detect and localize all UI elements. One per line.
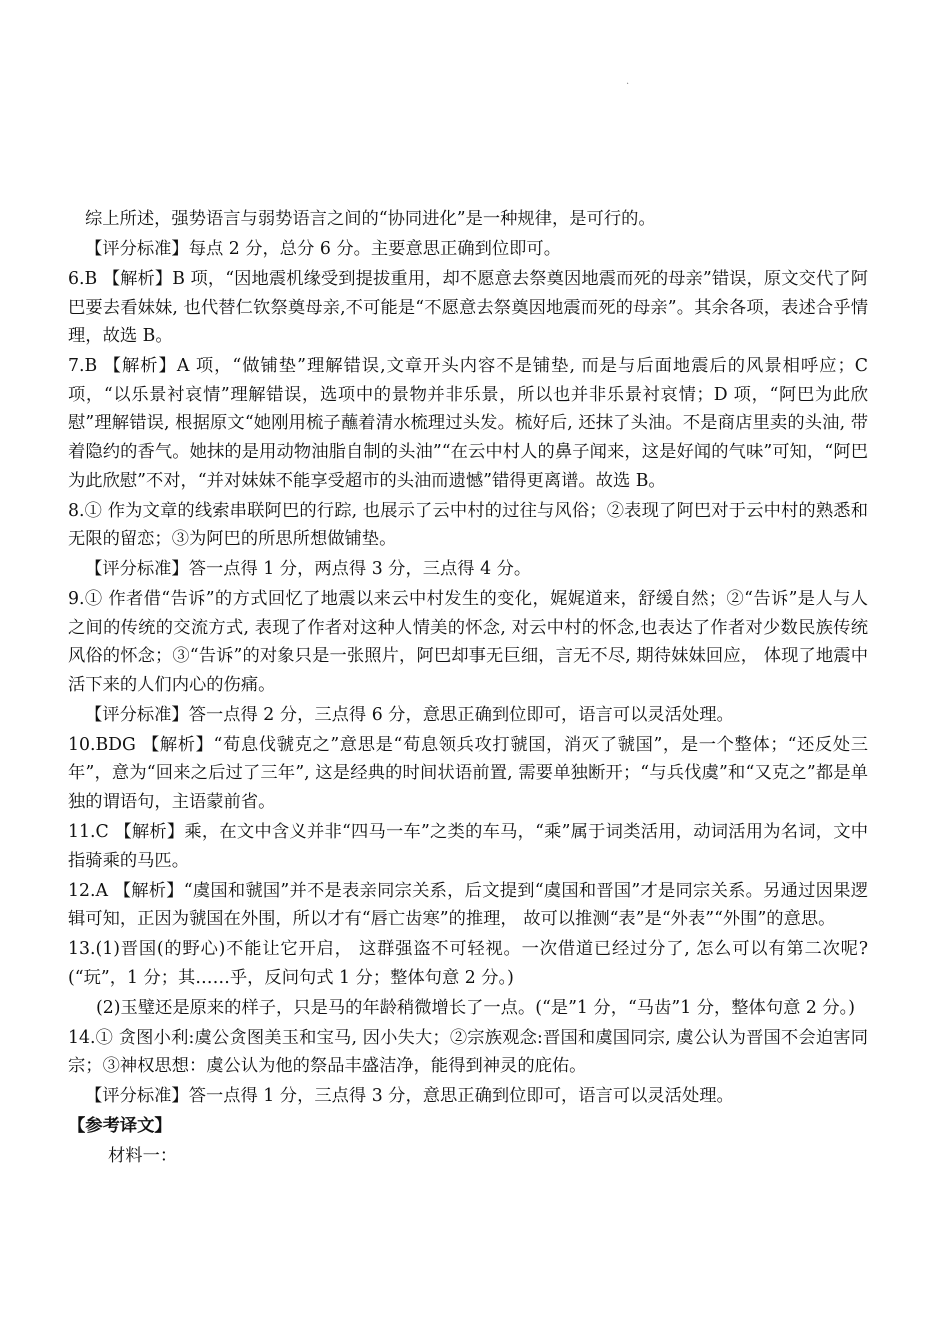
scoring-standard-8: 【评分标准】答一点得 1 分，两点得 3 分，三点得 4 分。 [85, 559, 532, 580]
answer-12: 12.A 【解析】“虞国和虢国”并不是表亲同宗关系，后文提到“虞国和晋国”才是同宗关系。另通过因果逻辑可知，正因为虢国在外围，所以才有“唇亡齿寒”的推理， 故可以推测“表”是“外表”“外围”的意思。 [68, 880, 868, 930]
scoring-standard-14: 【评分标准】答一点得 1 分，三点得 3 分，意思正确到位即可，语言可以灵活处理。 [85, 1086, 734, 1107]
answer-13-2: (2)玉璧还是原来的样子，只是马的年龄稍微增长了一点。(“是”1 分，“马齿”1 分，整体句意 2 分。) [96, 997, 856, 1018]
answer-8: 8.① 作为文章的线索串联阿巴的行踪, 也展示了云中村的过往与风俗；②表现了阿巴对于云中村的熟悉和无限的留恋；③为阿巴的所思所想做铺垫。 [68, 500, 868, 550]
answer-6: 6.B 【解析】B 项，“因地震机缘受到提拔重用，却不愿意去祭奠因地震而死的母亲”错误，原文交代了阿巴要去看妹妹, 也代替仁钦祭奠母亲,不可能是“不愿意去祭奠因地震而死的母亲”。其余各项，表述合乎情理，故选 B。 [68, 268, 868, 347]
answer-11: 11.C 【解析】乘，在文中含义并非“四马一车”之类的车马，“乘”属于词类活用，动词活用为名词，文中指骑乘的马匹。 [68, 821, 868, 871]
answer-content [68, 205, 874, 1172]
answer-13-1: 13.(1)晋国(的野心)不能让它开启， 这群强盗不可轻视。一次借道已经过分了, 怎么可以有第二次呢?(“玩”，1 分；其……乎，反问句式 1 分；整体句意 2 分。) [68, 939, 868, 988]
scoring-standard-9: 【评分标准】答一点得 2 分，三点得 6 分，意思正确到位即可，语言可以灵活处理。 [85, 704, 734, 725]
summary-paragraph: 综上所述，强势语言与弱势语言之间的“协同进化”是一种规律，是可行的。 [85, 209, 656, 229]
header-dot: . [626, 76, 630, 87]
answer-14: 14.① 贪图小利:虞公贪图美玉和宝马, 因小失大；②宗族观念:晋国和虞国同宗, 虞公认为晋国不会迫害同宗；③神权思想：虞公认为他的祭品丰盛洁净，能得到神灵的庇佑。 [68, 1027, 868, 1077]
reference-translation-heading: 【参考译文】 [68, 1116, 172, 1137]
material-one-label: 材料一： [108, 1146, 178, 1167]
answer-7: 7.B 【解析】A 项，“做铺垫”理解错误,文章开头内容不是铺垫, 而是与后面地震后的风景相呼应；C 项，“以乐景衬哀情”理解错误，选项中的景物并非乐景，所以也并非乐景衬哀情；D 项，“阿巴为此欣慰”理解错误, 根据原文“她刚用梳子蘸着清水梳理过头发。梳好后, 还抹了头油。不是商店里卖的头油, 带着隐约的香气。她抹的是用动物油脂自制的头油”“在云中村人的鼻子闻来，这是好闻的气味”可知，“阿巴为此欣慰”不对，“并对妹妹不能享受超市的头油而遗憾”错得更离谱。故选 B。 [68, 356, 874, 491]
answer-10: 10.BDG 【解析】“荀息伐虢克之”意思是“荀息领兵攻打虢国，消灭了虢国”，是一个整体；“还反处三年”，意为“回来之后过了三年”, 这是经典的时间状语前置, 需要单独断开；“与兵伐虞”和“又克之”都是单独的谓语句，主语蒙前省。 [68, 734, 868, 812]
answer-9: 9.① 作者借“告诉”的方式回忆了地震以来云中村发生的变化，娓娓道来，舒缓自然；②“告诉”是人与人之间的传统的交流方式, 表现了作者对这种人情美的怀念, 对云中村的怀念,也表达了作者对少数民族传统风俗的怀念；③“告诉”的对象只是一张照片，阿巴却事无巨细，言无不尽, 期待妹妹回应， 体现了地震中活下来的人们内心的伤痛。 [68, 589, 868, 695]
scoring-standard-5: 【评分标准】每点 2 分，总分 6 分。主要意思正确到位即可。 [85, 238, 561, 259]
